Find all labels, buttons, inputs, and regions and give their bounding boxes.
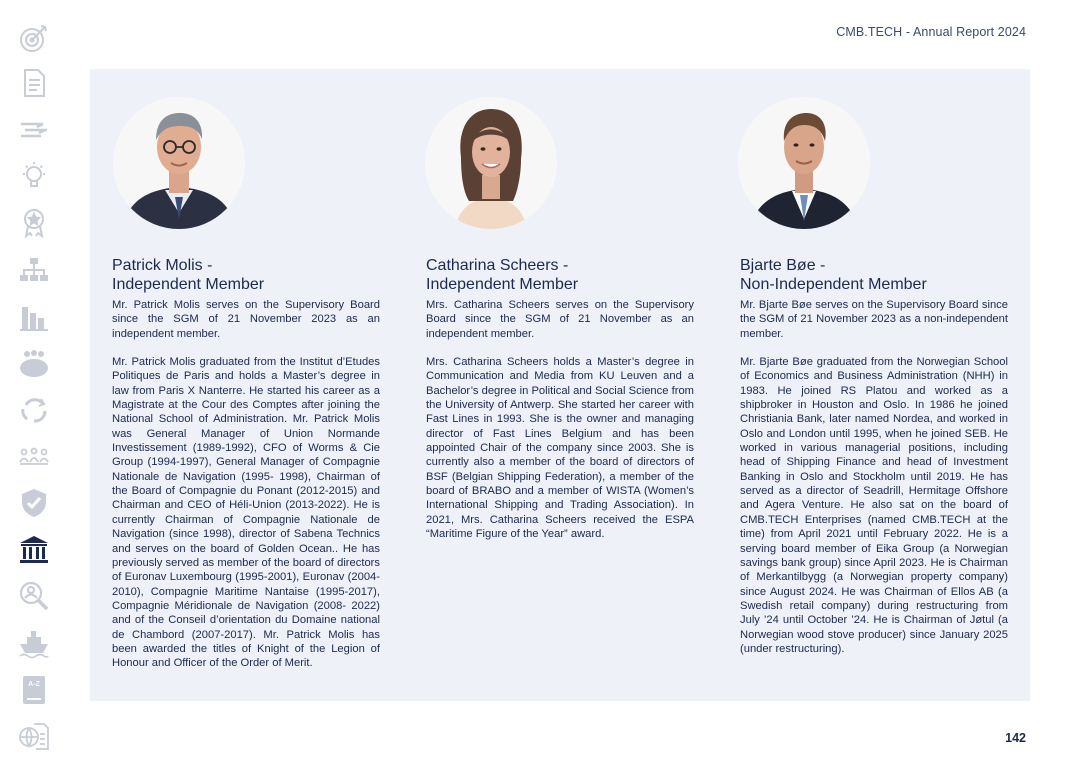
report-title: CMB.TECH - Annual Report 2024 — [836, 25, 1026, 39]
lightbulb-icon[interactable] — [14, 156, 54, 196]
member-role: Non-Independent Member — [740, 276, 927, 293]
document-icon[interactable] — [14, 63, 54, 103]
page-number: 142 — [1005, 731, 1026, 745]
member-intro: Mrs. Catharina Scheers serves on the Supervisory Board since the SGM of 21 November as an independent member. — [426, 299, 694, 340]
svg-text:A-Z: A-Z — [28, 681, 40, 688]
people-group-icon[interactable] — [14, 343, 54, 383]
member-photo-patrick-molis — [113, 97, 245, 229]
shield-check-icon[interactable] — [14, 483, 54, 523]
member-intro: Mr. Patrick Molis serves on the Supervisory Board since the SGM of 21 November 2023 as an independent member. — [112, 299, 380, 340]
search-person-icon[interactable] — [14, 576, 54, 616]
member-column — [740, 256, 1008, 656]
member-column — [112, 256, 380, 671]
award-badge-icon[interactable] — [14, 202, 54, 242]
member-photo-bjarte-boe — [738, 97, 870, 229]
member-name: Catharina Scheers - — [426, 257, 569, 274]
member-name: Bjarte Bøe - — [740, 257, 826, 274]
member-bio: Mrs. Catharina Scheers holds a Master’s degree in Communication and Media from KU Leuven and a Bachelor’s degree in Political and Social Science from the University of Antwerp. She started her career with Fast Lines in 1993. She is the owner and managing director of Fast Lines Belgium and has been appointed Chair of the company since 2003. She is currently also a member of the board of directors of BSF (Belgian Shipping Federation), a member of the board of BRABO and a member of WISTA (Women’s International Shipping and Trading Association). In 2021, Mrs. Catharina Scheers received the ESPA “Maritime Figure of the Year” award. — [426, 356, 694, 541]
community-icon[interactable] — [14, 437, 54, 477]
member-role: Independent Member — [112, 276, 265, 293]
institution-icon[interactable] — [14, 530, 54, 570]
sidebar-nav — [0, 0, 68, 774]
member-bio: Mr. Bjarte Bøe graduated from the Norwegian School of Economics and Business Administration (NHH) in 1983. He joined RS Platou and worked as a shipbroker in Houston and Oslo. In 1986 he joined Christiania Bank, later named Nordea, and worked in Oslo and London until 1995, when he joined SEB. He worked in various managerial positions, including head of Shipping Finance and head of Investment Banking in Oslo and Stockholm until 2019. He has served as a director of Seadrill, Hermitage Offshore and Agera Venture. He also sat on the board of CMB.TECH Enterprises (named CMB.TECH at the time) from April 2021 until February 2022. He is a serving board member of Eika Group (a Norwegian savings bank group) since April 2023. He is Chairman of Merkantilbygg (a Norwegian property company) since August 2024. He was Chairman of Ellos AB (a Swedish retail company) during restructuring from July ’24 until October ’24. He is Chairman of Jøtul (a Norwegian wood stove producer) since January 2025 (under restructuring). — [740, 356, 1008, 655]
target-icon[interactable] — [14, 18, 54, 58]
member-name: Patrick Molis - — [112, 257, 213, 274]
recycle-icon[interactable] — [14, 390, 54, 430]
member-bio: Mr. Patrick Molis graduated from the Institut d’Etudes Politiques de Paris and holds a Master’s degree in law from Paris X Nanterre. He started his career as a Magistrate at the Cour des Comptes after joining the National School of Administration. Mr. Patrick Molis was General Manager of Union Normande Investissement (1989-1992), CFO of Worms & Cie Group (1994-1997), General Manager of Compagnie Nationale de Navigation (1995- 1998), Chairman of the Board of Compagnie du Ponant (2012-2015) and Chairman and CEO of Héli-Union (2013-2022). He is currently Chairman of Compagnie Nationale de Navigation (since 1998), director of Sabena Technics and serves on the board of Golden Ocean.. He has previously served as member of the board of directors of Euronav Luxembourg (1995-2001), Euronav (2004-2010), Compagnie Maritime Nantaise (1995-2017), Compagnie Méridionale de Navigation (2008- 2022) and of the Conseil d’orientation du Domaine national de Chambord (2007-2017). Mr. Patrick Molis has been awarded the titles of Knight of the Legion of Honour and Officer of the Order of Merit. — [112, 356, 380, 670]
a-z-book-icon[interactable] — [14, 670, 54, 710]
ship-icon[interactable] — [14, 623, 54, 663]
globe-document-icon[interactable] — [14, 716, 54, 756]
member-column — [426, 256, 694, 542]
member-role: Independent Member — [426, 276, 579, 293]
wind-lines-icon[interactable] — [14, 110, 54, 150]
member-intro: Mr. Bjarte Bøe serves on the Supervisory Board since the SGM of 21 November 2023 as a non-independent member. — [740, 299, 1008, 340]
bar-chart-icon[interactable] — [14, 297, 54, 337]
org-chart-icon[interactable] — [14, 250, 54, 290]
member-photo-catharina-scheers — [425, 97, 557, 229]
